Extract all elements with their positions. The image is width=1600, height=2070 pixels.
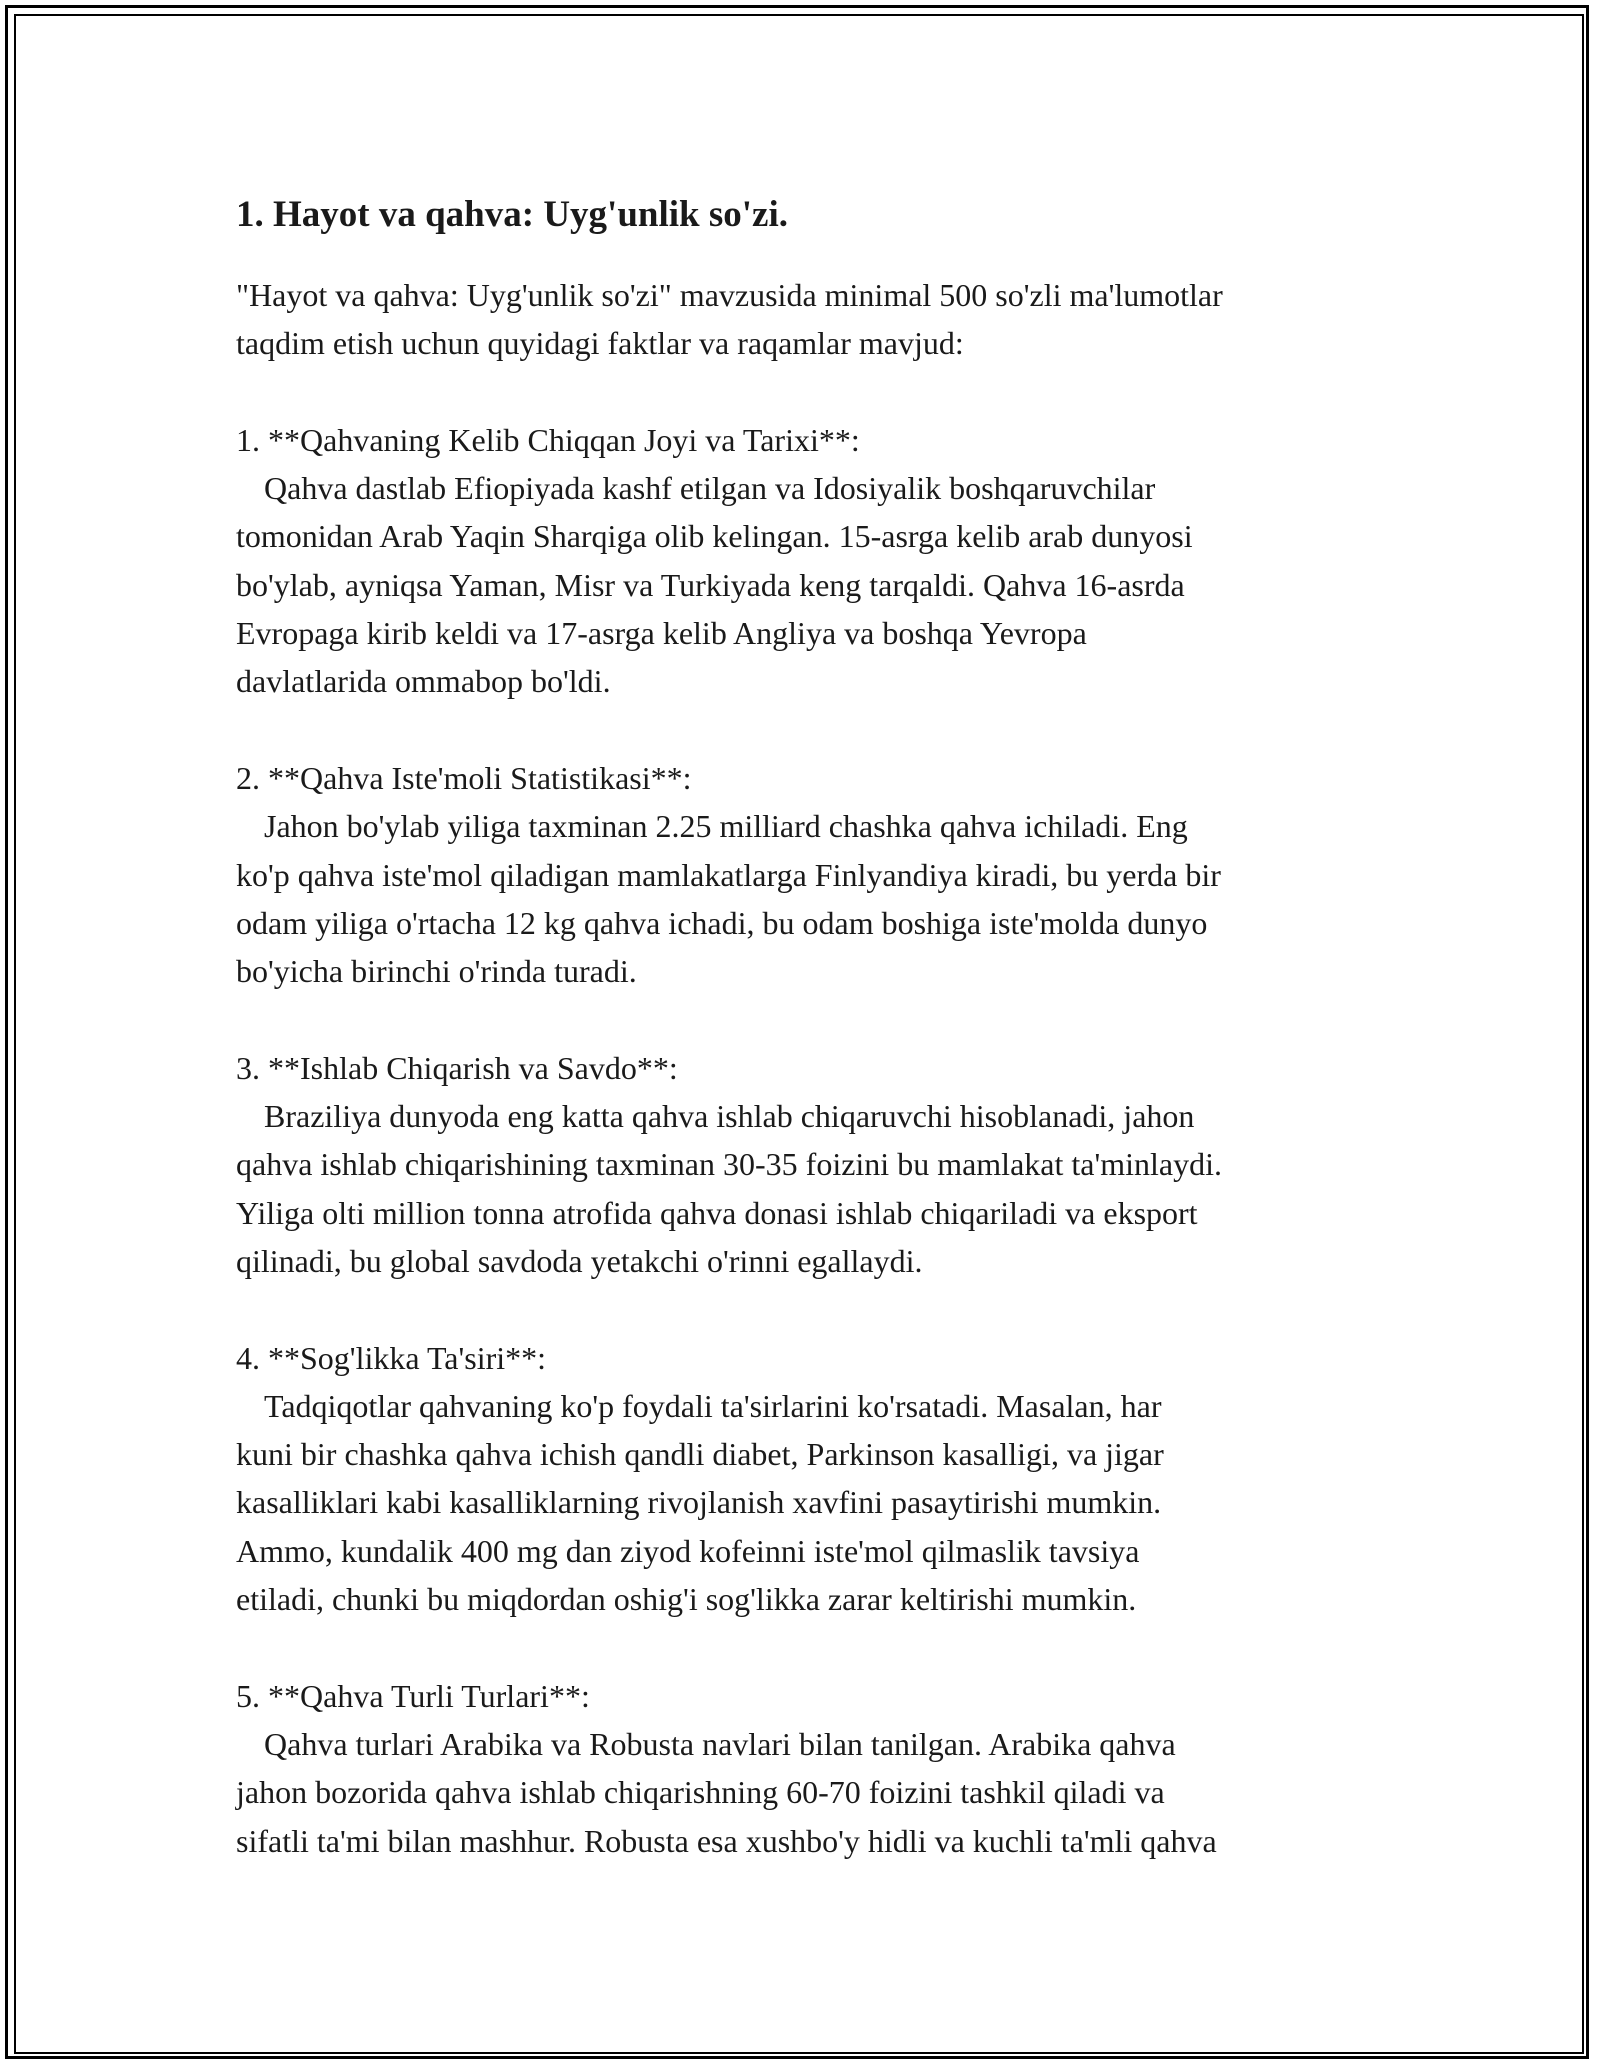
intro-line: "Hayot va qahva: Uyg'unlik so'zi" mavzusida minimal 500 so'zli ma'lumotlar <box>236 277 1223 313</box>
body-line: bo'yicha birinchi o'rinda turadi. <box>236 953 637 990</box>
body-line: sifatli ta'mi bilan mashhur. Robusta esa xushbo'y hidli va kuchli ta'mli qahva <box>236 1822 1217 1859</box>
section-5-heading: 5. **Qahva Turli Turlari**: <box>236 1677 590 1714</box>
section-2-heading: 2. **Qahva Iste'moli Statistikasi**: <box>236 759 692 796</box>
section-1-body <box>236 464 1386 705</box>
body-line: etiladi, chunki bu miqdordan oshig'i sog'likka zarar keltirishi mumkin. <box>236 1581 1137 1618</box>
section-3-body <box>236 1092 1386 1285</box>
body-line: tomonidan Arab Yaqin Sharqiga olib kelingan. 15-asrga kelib arab dunyosi <box>236 518 1193 555</box>
section-1-heading: 1. **Qahvaning Kelib Chiqqan Joyi va Tarixi**: <box>236 421 860 458</box>
document-body <box>236 185 1386 1865</box>
intro-paragraph <box>236 271 1386 368</box>
document-title: 1. Hayot va qahva: Uyg'unlik so'zi. <box>236 194 789 235</box>
body-line: Qahva turlari Arabika va Robusta navlari bilan tanilgan. Arabika qahva <box>264 1725 1176 1762</box>
section-2-body <box>236 802 1386 995</box>
section-4-heading: 4. **Sog'likka Ta'siri**: <box>236 1339 547 1376</box>
section-3-heading: 3. **Ishlab Chiqarish va Savdo**: <box>236 1049 678 1086</box>
body-line: qahva ishlab chiqarishining taxminan 30-35 foizini bu mamlakat ta'minlaydi. <box>236 1146 1222 1183</box>
body-line: Jahon bo'ylab yiliga taxminan 2.25 milliard chashka qahva ichiladi. Eng <box>264 808 1188 845</box>
body-line: Qahva dastlab Efiopiyada kashf etilgan va Idosiyalik boshqaruvchilar <box>264 470 1156 507</box>
body-line: Yiliga olti million tonna atrofida qahva donasi ishlab chiqariladi va eksport <box>236 1194 1198 1231</box>
body-line: Tadqiqotlar qahvaning ko'p foydali ta'sirlarini ko'rsatadi. Masalan, har <box>264 1387 1162 1424</box>
body-line: qilinadi, bu global savdoda yetakchi o'rinni egallaydi. <box>236 1242 923 1279</box>
body-line: Ammo, kundalik 400 mg dan ziyod kofeinni iste'mol qilmaslik tavsiya <box>236 1532 1140 1569</box>
body-line: bo'ylab, ayniqsa Yaman, Misr va Turkiyada keng tarqaldi. Qahva 16-asrda <box>236 566 1185 603</box>
intro-line: taqdim etish uchun quyidagi faktlar va raqamlar mavjud: <box>236 325 964 362</box>
body-line: davlatlarida ommabop bo'ldi. <box>236 663 611 700</box>
body-line: Braziliya dunyoda eng katta qahva ishlab chiqaruvchi hisoblanadi, jahon <box>264 1098 1195 1135</box>
section-4-body <box>236 1382 1386 1623</box>
body-line: odam yiliga o'rtacha 12 kg qahva ichadi, bu odam boshiga iste'molda dunyo <box>236 904 1208 941</box>
body-line: ko'p qahva iste'mol qiladigan mamlakatlarga Finlyandiya kiradi, bu yerda bir <box>236 856 1221 893</box>
body-line: kasalliklari kabi kasalliklarning rivojlanish xavfini pasaytirishi mumkin. <box>236 1484 1162 1521</box>
body-line: jahon bozorida qahva ishlab chiqarishning 60-70 foizini tashkil qiladi va <box>236 1774 1165 1811</box>
section-5-body <box>236 1720 1386 1865</box>
body-line: kuni bir chashka qahva ichish qandli diabet, Parkinson kasalligi, va jigar <box>236 1436 1164 1473</box>
body-line: Evropaga kirib keldi va 17-asrga kelib Angliya va boshqa Yevropa <box>236 615 1087 652</box>
